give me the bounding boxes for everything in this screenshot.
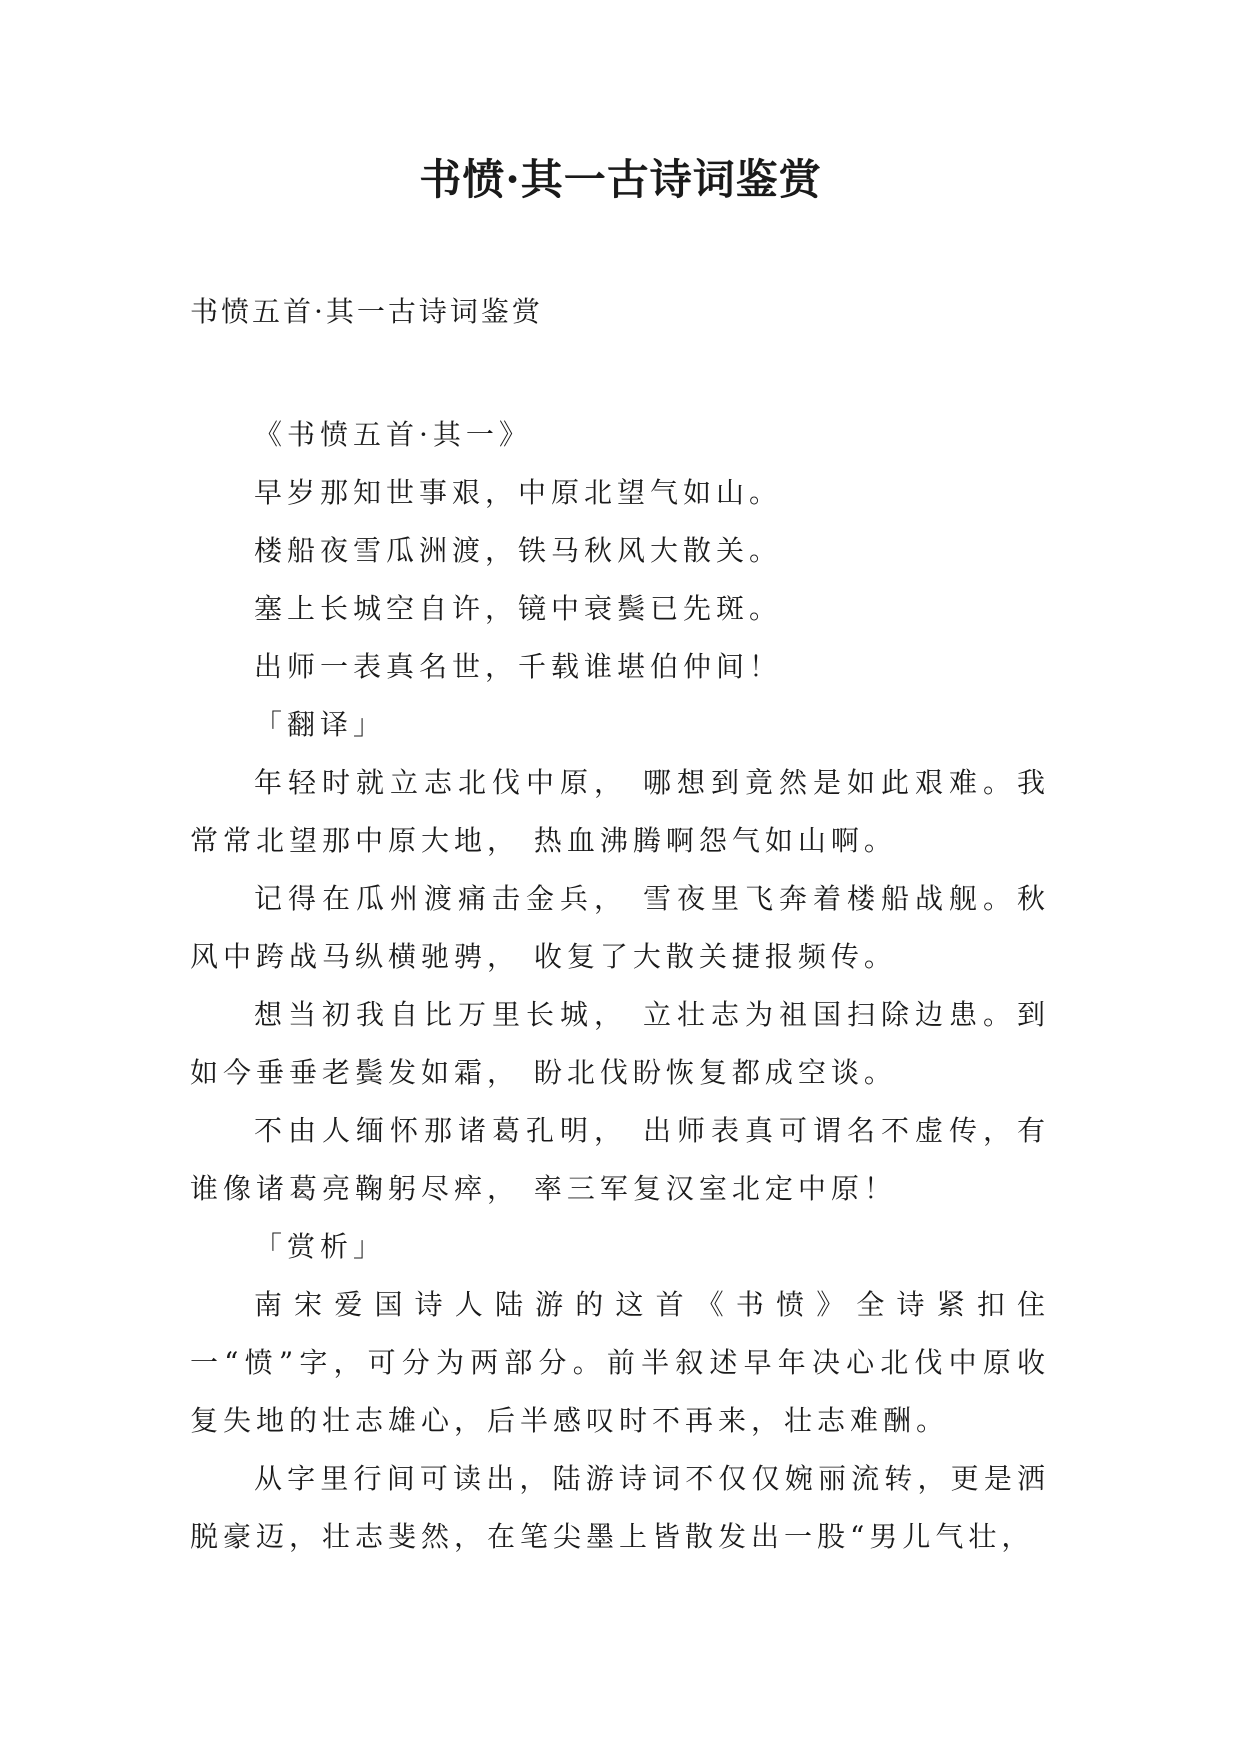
translation-paragraph: 年轻时就立志北伐中原， 哪想到竟然是如此艰难。我常常北望那中原大地， 热血沸腾啊怨气如山啊。 [190, 766, 1050, 857]
document-title: 书愤·其一古诗词鉴赏 [419, 155, 822, 204]
section-heading-translation: 「翻译」 [254, 708, 387, 741]
appreciation-paragraph: 南宋爱国诗人陆游的这首《书愤》全诗紧扣住一“愤”字，可分为两部分。前半叙述早年决心北伐中原收复失地的壮志雄心，后半感叹时不再来，壮志难酬。 [190, 1288, 1050, 1437]
translation-paragraph: 记得在瓜州渡痛击金兵， 雪夜里飞奔着楼船战舰。秋风中跨战马纵横驰骋， 收复了大散关捷报频传。 [190, 882, 1050, 973]
translation-paragraph: 想当初我自比万里长城， 立壮志为祖国扫除边患。到如今垂垂老鬓发如霜， 盼北伐盼恢复都成空谈。 [190, 998, 1050, 1089]
poem-line: 早岁那知世事艰，中原北望气如山。 [254, 476, 783, 509]
poem-line: 出师一表真名世，千载谁堪伯仲间！ [254, 650, 783, 683]
translation-paragraph: 不由人缅怀那诸葛孔明， 出师表真可谓名不虚传，有谁像诸葛亮鞠躬尽瘁， 率三军复汉室北定中原！ [190, 1114, 1050, 1205]
poem-title: 《书愤五首·其一》 [254, 418, 532, 451]
poem-line: 楼船夜雪瓜洲渡，铁马秋风大散关。 [254, 534, 783, 567]
document-subtitle: 书愤五首·其一古诗词鉴赏 [190, 295, 543, 328]
appreciation-paragraph: 从字里行间可读出，陆游诗词不仅仅婉丽流转，更是洒脱豪迈，壮志斐然，在笔尖墨上皆散发出一股“男儿气壮， [190, 1462, 1050, 1553]
poem-line: 塞上长城空自许，镜中衰鬓已先斑。 [254, 592, 783, 625]
document-body [190, 406, 1050, 1566]
section-heading-appreciation: 「赏析」 [254, 1230, 387, 1263]
